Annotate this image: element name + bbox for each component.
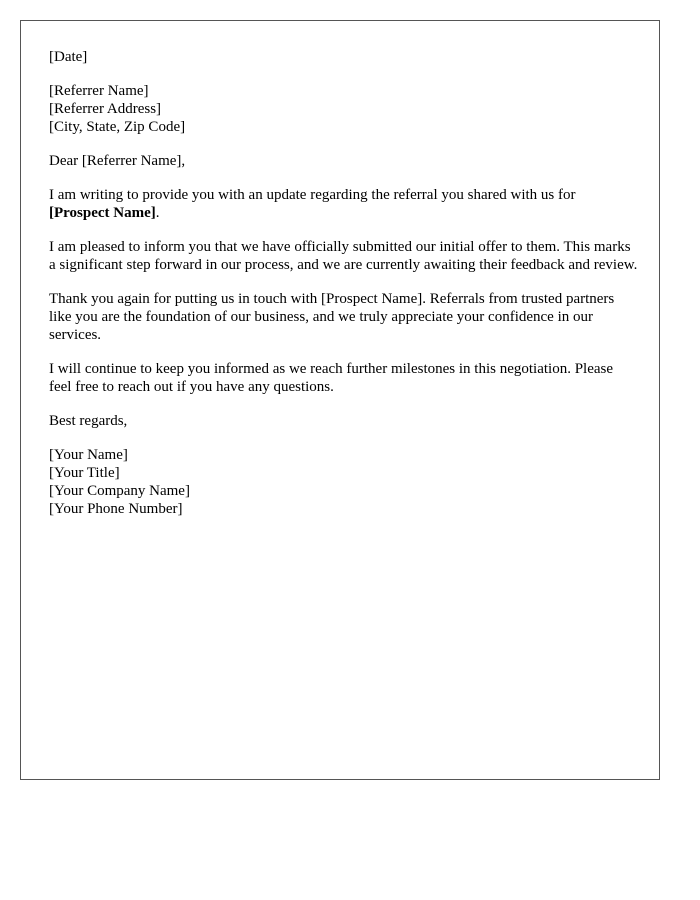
closing: [49, 412, 639, 430]
referrer-address-block: [49, 82, 639, 136]
signature-block: [49, 446, 639, 518]
paragraph-keep-informed-text: I will continue to keep you informed as we reach further milestones in this negotiation. Please feel free to reach out if you have any questions.: [49, 361, 614, 395]
signature-name: [Your Name]: [49, 447, 128, 463]
paragraph-referral-update: [49, 186, 639, 222]
paragraph-offer-submitted: [49, 238, 639, 274]
referrer-city-state-zip: [City, State, Zip Code]: [49, 119, 186, 135]
prospect-name: [Prospect Name]: [49, 205, 156, 221]
signature-title: [Your Title]: [49, 465, 120, 481]
paragraph-referral-update-end: .: [155, 205, 160, 221]
paragraph-thank-you: [49, 290, 639, 344]
closing-text: Best regards,: [49, 413, 128, 429]
salutation-text: Dear [Referrer Name],: [49, 153, 186, 169]
referrer-address: [Referrer Address]: [49, 101, 162, 117]
salutation: [49, 152, 639, 170]
letter-body: [49, 48, 639, 534]
paragraph-thank-you-text: Thank you again for putting us in touch with [Prospect Name]. Referrals from trusted partners like you are the foundation of our business, and we truly appreciate your confidence in our services.: [49, 291, 615, 343]
letter-frame: [20, 20, 660, 780]
paragraph-offer-submitted-text: I am pleased to inform you that we have officially submitted our initial offer to them. This marks a significant step forward in our process, and we are currently awaiting their feedback and review.: [49, 239, 638, 273]
paragraph-keep-informed: [49, 360, 639, 396]
date: [Date]: [49, 49, 88, 65]
date-line: [49, 48, 639, 66]
signature-company: [Your Company Name]: [49, 483, 190, 499]
paragraph-referral-update-text: I am writing to provide you with an update regarding the referral you shared with us for: [49, 187, 576, 203]
signature-phone: [Your Phone Number]: [49, 501, 183, 517]
referrer-name: [Referrer Name]: [49, 83, 149, 99]
